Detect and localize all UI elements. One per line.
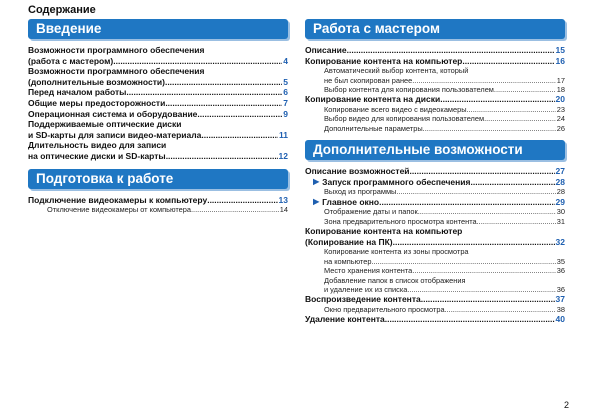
dot-leader — [393, 237, 555, 248]
toc-subentry[interactable] — [305, 85, 565, 94]
toc-subentry[interactable] — [305, 114, 565, 123]
toc-page-number: 35 — [556, 256, 565, 266]
toc-left-column — [28, 19, 288, 215]
toc-subentry[interactable] — [305, 217, 565, 226]
page-number: 2 — [563, 400, 569, 410]
toc-page-number: 28 — [556, 187, 565, 197]
dot-leader — [197, 109, 282, 120]
dot-leader — [372, 257, 556, 266]
dot-leader — [445, 305, 556, 314]
toc-page-number: 24 — [556, 114, 565, 124]
toc-page-number: 20 — [555, 94, 565, 105]
dot-leader — [462, 56, 554, 67]
toc-entry-text: Дополнительные параметры — [324, 123, 423, 133]
dot-leader — [467, 105, 556, 114]
dot-leader — [484, 114, 556, 123]
dot-leader — [113, 56, 282, 67]
toc-entry[interactable] — [28, 66, 288, 87]
dot-leader — [412, 266, 555, 275]
toc-page-number: 31 — [556, 216, 565, 226]
dot-leader — [379, 197, 554, 208]
dot-leader — [166, 151, 278, 162]
toc-entry-text: (работа с мастером) — [28, 55, 114, 66]
dot-leader — [385, 314, 555, 325]
toc-page-number: 36 — [556, 266, 565, 276]
toc-page-number: 30 — [556, 207, 565, 217]
toc-entry-text: Операционная система и оборудование — [28, 108, 198, 119]
dot-leader — [396, 187, 555, 196]
toc-entry-text: Место хранения контента — [324, 266, 413, 276]
toc-page-number: 12 — [278, 150, 288, 161]
toc-entry-text: на компьютер — [324, 256, 372, 266]
toc-entry[interactable] — [28, 119, 288, 140]
dot-leader — [418, 207, 556, 216]
toc-page-number: 38 — [556, 305, 565, 315]
dot-leader — [440, 94, 554, 105]
dot-leader — [201, 130, 278, 141]
dot-leader — [412, 76, 556, 85]
toc-entry-text: Главное окно — [322, 196, 380, 207]
toc-subentry[interactable] — [305, 247, 565, 266]
toc-page-number: 15 — [555, 45, 565, 55]
dot-leader — [165, 98, 282, 109]
section-banner: Дополнительные возможности — [305, 140, 565, 160]
dot-leader — [347, 45, 555, 56]
toc-entry[interactable] — [28, 87, 288, 98]
toc-page-number: 5 — [283, 76, 288, 87]
toc-entry-text: Возможности программного обеспечения — [28, 66, 205, 77]
toc-entry-text: Отключение видеокамеры от компьютера — [47, 205, 191, 215]
toc-entry-text: не был скопирован ранее — [324, 75, 413, 85]
toc-entry-text: Выбор видео для копирования пользователем — [324, 114, 485, 124]
triangle-right-icon: ▶ — [313, 176, 320, 186]
toc-entry-text: Возможности программного обеспечения — [28, 45, 205, 55]
dot-leader — [477, 217, 556, 226]
toc-entry[interactable] — [28, 195, 288, 206]
toc-entry-text: Копирование контента на компьютер — [305, 55, 463, 66]
dot-leader — [421, 294, 555, 305]
toc-page-number: 36 — [556, 285, 565, 295]
toc-entry-text: Воспроизведение контента — [305, 294, 421, 305]
toc-entry-text: и SD-карты для записи видео-материала — [28, 129, 202, 140]
toc-page-number: 23 — [556, 105, 565, 114]
toc-entry[interactable] — [28, 140, 288, 161]
toc-entry-text: Добавление папок в список отображения — [324, 275, 466, 285]
dot-leader — [470, 177, 554, 188]
dot-leader — [207, 195, 277, 206]
dot-leader — [410, 166, 555, 177]
toc-page-number: 37 — [555, 294, 565, 305]
toc-entry[interactable] — [305, 197, 565, 208]
toc-entry[interactable] — [305, 294, 565, 305]
toc-entry[interactable] — [305, 314, 565, 325]
dot-leader — [494, 85, 556, 94]
triangle-right-icon: ▶ — [313, 196, 320, 206]
dot-leader — [126, 87, 282, 98]
toc-entry-text: Удаление контента — [305, 314, 385, 325]
toc-right-column — [305, 19, 565, 325]
toc-entry-text: Поддерживаемые оптические диски — [28, 119, 182, 130]
toc-subentry[interactable] — [305, 66, 565, 85]
toc-page-number: 32 — [555, 236, 565, 247]
toc-entry-text: Зона предварительного просмотра контента — [324, 216, 477, 226]
toc-subentry[interactable] — [305, 305, 565, 314]
toc-entry-text: Запуск программного обеспечения — [322, 176, 471, 187]
toc-page-number: 28 — [555, 176, 565, 187]
toc-entry[interactable] — [305, 56, 565, 67]
toc-subentry[interactable] — [305, 105, 565, 114]
toc-entry-text: Описание возможностей — [305, 166, 410, 177]
toc-page-number: 29 — [555, 196, 565, 207]
dot-leader — [191, 205, 279, 214]
toc-entry-text: Копирование всего видео с видеокамеры — [324, 105, 467, 114]
toc-page-number: 17 — [556, 75, 565, 85]
toc-entry-text: Длительность видео для записи — [28, 140, 167, 151]
toc-subentry[interactable] — [28, 205, 288, 214]
toc-entry-text: Копирование контента на диски — [305, 94, 441, 105]
toc-page-number: 14 — [279, 205, 288, 215]
toc-page-number: 18 — [556, 85, 565, 94]
toc-page-number: 7 — [283, 97, 288, 108]
toc-entry-text: Перед началом работы — [28, 87, 127, 98]
toc-page-number: 16 — [555, 55, 565, 66]
toc-subentry[interactable] — [305, 187, 565, 196]
toc-entry-text: и удаление их из списка — [324, 285, 408, 295]
dot-leader — [423, 124, 556, 133]
toc-entry-text: (дополнительные возможности) — [28, 76, 165, 87]
toc-entry-text: на оптические диски и SD-карты — [28, 150, 166, 161]
toc-entry[interactable] — [305, 45, 565, 56]
toc-entry-text: Подключение видеокамеры к компьютеру — [28, 194, 208, 205]
toc-entry-text: Отображение даты и папок — [324, 207, 418, 217]
toc-page-number: 6 — [283, 87, 288, 98]
section-banner: Подготовка к работе — [28, 169, 288, 189]
toc-entry[interactable] — [305, 226, 565, 247]
toc-entry-text: Описание — [305, 45, 347, 55]
toc-entry[interactable] — [28, 45, 288, 66]
toc-entry-text: Автоматический выбор контента, который — [324, 66, 469, 76]
toc-page-number: 26 — [556, 123, 565, 133]
toc-subentry[interactable] — [305, 276, 565, 295]
page-title: Содержание — [28, 4, 96, 16]
toc-entry-text: Окно предварительного просмотра — [324, 305, 445, 315]
section-banner: Введение — [28, 19, 288, 39]
toc-subentry[interactable] — [305, 266, 565, 275]
dot-leader — [165, 77, 282, 88]
toc-page-number: 27 — [555, 166, 565, 177]
toc-page-number: 11 — [279, 129, 288, 140]
toc-entry-text: Копирование контента из зоны просмотра — [324, 247, 469, 257]
toc-page-number: 13 — [278, 194, 288, 205]
toc-page-number: 9 — [283, 108, 288, 119]
section-banner: Работа с мастером — [305, 19, 565, 39]
toc-entry[interactable] — [305, 166, 565, 177]
toc-entry-text: Выход из программы — [324, 187, 397, 197]
toc-page-number: 4 — [283, 55, 288, 66]
toc-entry[interactable] — [28, 98, 288, 109]
toc-subentry[interactable] — [305, 207, 565, 216]
dot-leader — [407, 285, 555, 294]
toc-entry[interactable] — [28, 109, 288, 120]
toc-subentry[interactable] — [305, 124, 565, 133]
toc-entry-text: (Копирование на ПК) — [305, 236, 393, 247]
toc-page-number: 40 — [555, 314, 565, 325]
toc-entry[interactable] — [305, 177, 565, 188]
toc-entry[interactable] — [305, 94, 565, 105]
toc-entry-text: Копирование контента на компьютер — [305, 226, 463, 237]
toc-entry-text: Общие меры предосторожности — [28, 97, 166, 108]
toc-entry-text: Выбор контента для копирования пользователем — [324, 85, 494, 94]
